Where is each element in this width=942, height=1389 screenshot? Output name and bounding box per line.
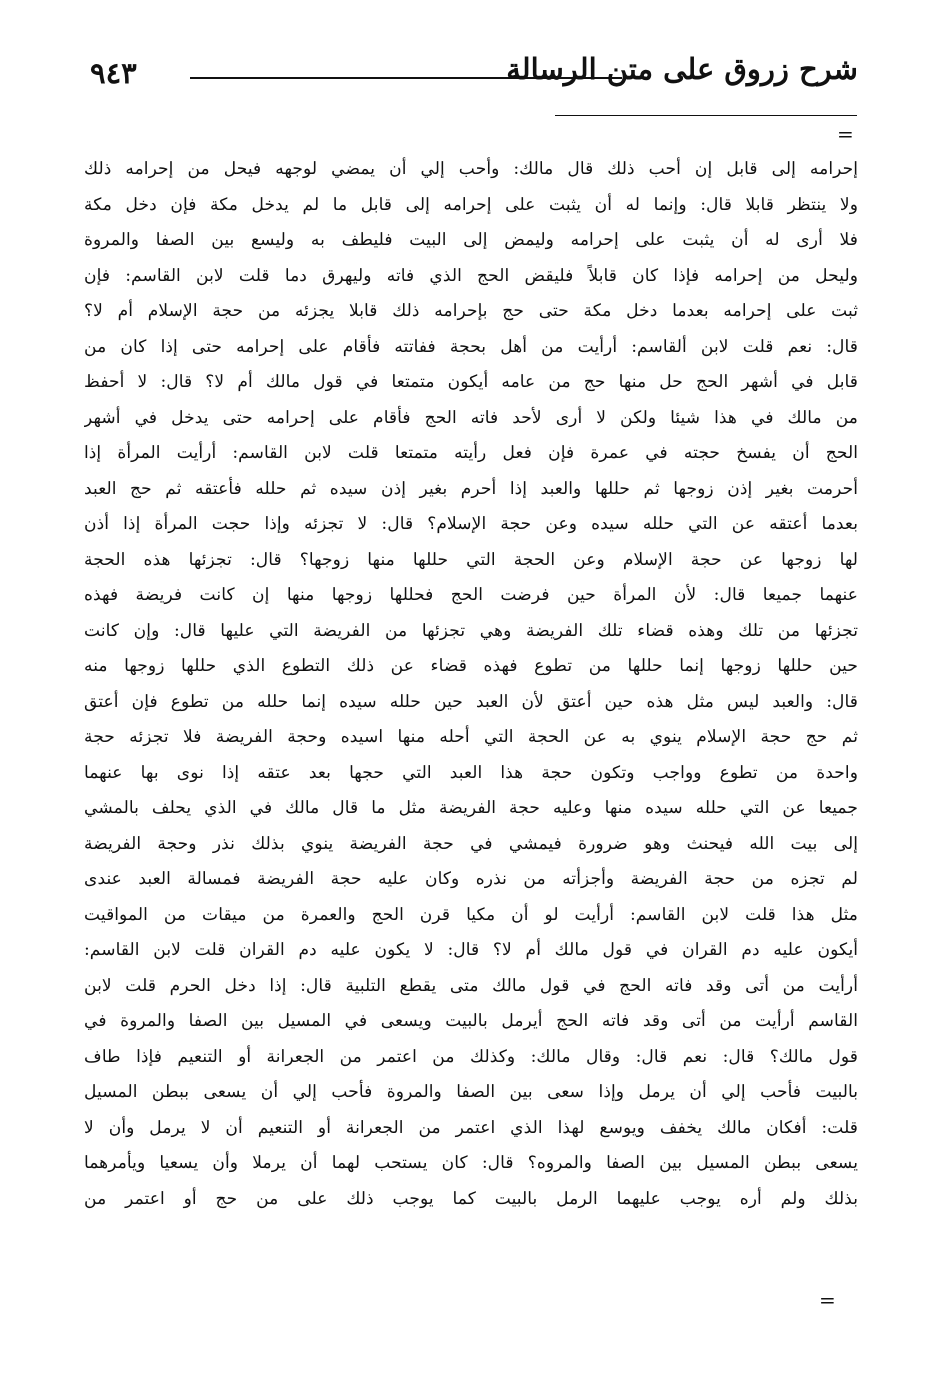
text-line: وليحل من إحرامه فإذا كان قابلاً فليقض الحج الذي فاته وليهرق دما قلت لابن القاسم: فإن <box>84 265 858 286</box>
text-line: من مالك في هذا شيئا ولكن لا أرى لأحد فاته الحج فأقام على إحرامه حتى يدخل في أشهر <box>84 407 858 428</box>
text-line: الحج أن يفسخ حجته في عمرة فإن فعل رأيته متمتعا قلت لابن القاسم: أرأيت المرأة إذا <box>84 443 858 463</box>
page-number: ٩٤٣ <box>90 56 137 90</box>
text-line: جميعا عن التي حلله سيده منها وعليه حجة الفريضة مثل ما قال مالك في الذي يحلف بالمشي <box>84 798 858 818</box>
text-line: يسعى ببطن المسيل بين الصفا والمروه؟ قال: كان يستحب لهما أن يرملا وأن يسعيا ويأمرهما <box>84 1153 858 1173</box>
text-line: إلى بيت الله فيحنث وهو ضرورة فيمشي في حجة الفريضة ينوي بذلك نذر وحجة الفريضة <box>84 833 858 854</box>
text-line: القاسم أرأيت من أتى وقد فاته الحج أيرمل بالبيت ويسعى في المسيل بين الصفا والمروة في <box>84 1011 858 1031</box>
text-line: إحرامه إلى قابل إن أحب ذلك قال مالك: وأحب إلي أن يمضي لوجهه فيحل من إحرامه ذلك <box>84 159 858 179</box>
text-line: حين حللها زوجها إنما حللها من تطوع فهذه قضاء عن ذلك التطوع الذي حللها زوجها منه <box>84 656 858 676</box>
text-line: لم تجزه من حجة الفريضة وأجزأته من نذره وكان عليه حجة الفريضة فمسالة العبد عندى <box>84 869 858 889</box>
text-line: فلا أرى له أن يثبت على إحرامه وليمض إلى البيت فليطف به وليسع بين الصفا والمروة <box>84 230 858 250</box>
text-line: مثل هذا قلت لابن القاسم: أرأيت لو أن مكيا قرن الحج والعمرة من ميقات من المواقيت <box>84 904 858 925</box>
text-line: ثم حج حجة الإسلام ينوي به عن الحجة التي أحله منها اسيده وحجة الفريضة فلا تجزئه حجة <box>84 727 858 747</box>
text-line: واحدة من تطوع وواجب وتكون حجة هذا العبد التي حجها بعد عتقه إذا نوى بها عنهما <box>84 762 858 783</box>
bottom-continuation-mark: = <box>819 1288 836 1312</box>
text-line: ولا ينتظر قابلا قال: وإنما له أن يثبت على إحرامه إلى قابل ما لم يدخل مكة فإن دخل مكة <box>84 194 858 215</box>
text-line: عنهما جميعا قال: لأن المرأة حين فرضت الحج فحللها زوجها منها إن كانت فريضة فهذه <box>84 585 858 605</box>
body-text <box>84 152 858 1217</box>
page-header <box>90 52 858 100</box>
book-title: شرح زروق على متن الرسالة <box>506 52 858 86</box>
text-line: تجزئها من تلك وهذه قضاء تلك الفريضة وهي تجزئها من الفريضة التي عليها قال: وإن كانت <box>84 620 858 641</box>
text-line: قول مالك؟ قال: نعم قال: وقال مالك: وكذلك من اعتمر من الجعرانة أو التنعيم فإذا طاف <box>84 1046 858 1067</box>
text-line: بذلك ولم أره يوجب عليهما الرمل بالبيت كما يوجب ذلك على من حج أو اعتمر من <box>84 1188 858 1209</box>
text-line: أيكون عليه دم القران في قول مالك أم لا؟ قال: لا يكون عليه دم القران قلت لابن القاسم: <box>84 940 858 960</box>
text-line: بعدما أعتقه عن التي حلله سيده وعن حجة الإسلام؟ قال: لا تجزئه وإذا حجت المرأة إذا أذن <box>84 514 858 534</box>
text-line: أرأيت من أتى وقد فاته الحج في قول مالك متى يقطع التلبية قال: إذا دخل الحرم قلت لابن <box>84 975 858 996</box>
text-line: قلت: أفكان مالك يخفف ويوسع لهذا الذي اعتمر من الجعرانة أو التنعيم أن لا يرمل وأن لا <box>84 1117 858 1138</box>
text-line: بالبيت فأحب إلي أن يرمل وإذا سعى بين الصفا والمروة فأحب إلي أن يسعى ببطن المسيل <box>84 1082 858 1102</box>
text-line: أحرمت بغير إذن زوجها ثم حللها والعبد إذا أحرم بغير إذن سيده ثم حلله فأعتقه ثم حج العبد <box>84 478 858 499</box>
header-underline <box>555 115 857 116</box>
text-line: قابل في أشهر الحج حل منها حج من عامه أيكون متمتعا في قول مالك أم لا؟ قال: لا أحفظ <box>84 372 858 392</box>
text-line: قال: والعبد ليس مثل هذه حين أعتق لأن العبد حين حلله سيده إنما حلله من تطوع فإن أعتق <box>84 691 858 712</box>
text-line: قال: نعم قلت لابن ألقاسم: أرأيت من أهل بحجة ففاتته فأقام على إحرامه حتى إذا كان من <box>84 336 858 357</box>
top-continuation-mark: = <box>837 122 854 146</box>
text-line: لها زوجها عن حجة الإسلام وعن الحجة التي حللها منها زوجها؟ قال: تجزئها هذه الحجة <box>84 549 858 570</box>
text-line: ثبت على إحرامه بعدما دخل مكة حتى حج بإحرامه ذلك قابلا يجزئه من حجة الإسلام أم لا؟ <box>84 301 858 321</box>
